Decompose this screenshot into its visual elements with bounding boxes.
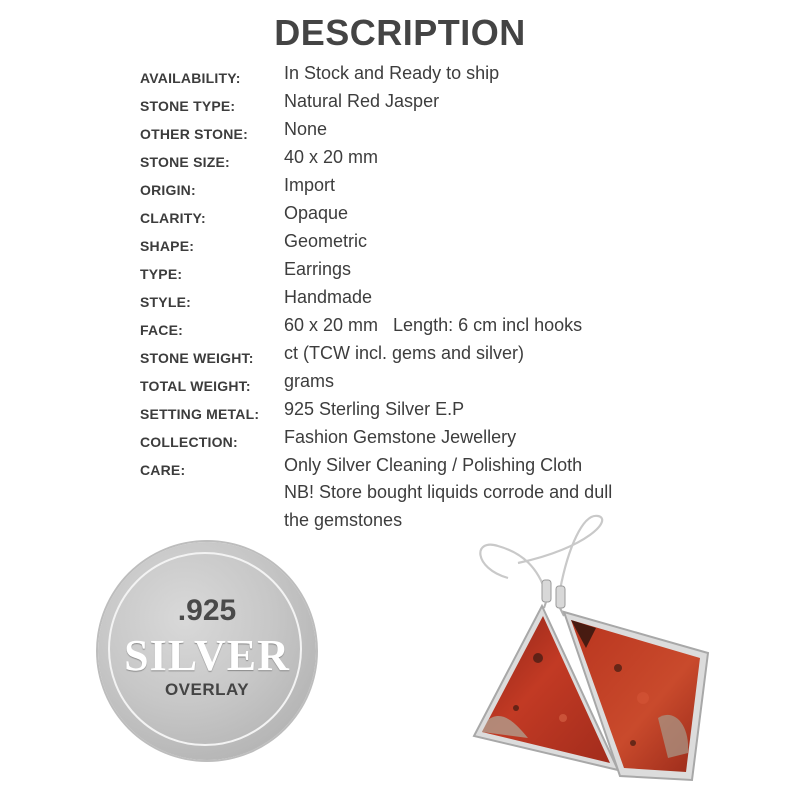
- spec-row-style: [140, 284, 700, 312]
- spec-label: AVAILABILITY:: [140, 70, 241, 86]
- spec-label: CARE:: [140, 462, 186, 478]
- spec-value: ct (TCW incl. gems and silver): [284, 343, 525, 363]
- spec-label: SHAPE:: [140, 238, 195, 254]
- spec-label: STYLE:: [140, 294, 191, 310]
- care-note-line: the gemstones: [284, 510, 403, 530]
- coil-left: [542, 580, 551, 602]
- spec-row-other-stone: [140, 116, 700, 144]
- spec-value: Import: [284, 175, 336, 195]
- badge-purity-text: .925: [177, 594, 237, 627]
- ear-hook-left: [480, 545, 546, 593]
- spec-row-care: [140, 452, 700, 480]
- spec-label: SETTING METAL:: [140, 406, 260, 422]
- badge-silver-text: SILVER: [124, 631, 290, 680]
- ear-hook-right: [518, 516, 602, 590]
- product-photo-earrings: [468, 508, 718, 793]
- spec-value: Geometric: [284, 231, 368, 251]
- spec-label: TOTAL WEIGHT:: [140, 378, 251, 394]
- spec-row-face: [140, 312, 700, 340]
- spec-label: STONE WEIGHT:: [140, 350, 254, 366]
- spec-value: None: [284, 119, 328, 139]
- spec-value: 60 x 20 mm Length: 6 cm incl hooks: [284, 315, 583, 335]
- spec-row-origin: [140, 172, 700, 200]
- spec-row-stone-type: [140, 88, 700, 116]
- spec-row-availability: [140, 60, 700, 88]
- spec-value: grams: [284, 371, 335, 391]
- care-note-line: NB! Store bought liquids corrode and dull: [284, 482, 613, 502]
- spec-label: STONE SIZE:: [140, 154, 230, 170]
- spec-value: In Stock and Ready to ship: [284, 63, 500, 83]
- spec-row-type: [140, 256, 700, 284]
- spec-value: Opaque: [284, 203, 349, 223]
- spec-row-stone-size: [140, 144, 700, 172]
- spec-row-stone-weight: [140, 340, 700, 368]
- page-title: DESCRIPTION: [274, 12, 526, 53]
- spec-value: Earrings: [284, 259, 352, 279]
- spec-row-setting-metal: [140, 396, 700, 424]
- spec-value: 40 x 20 mm: [284, 147, 379, 167]
- spec-label: CLARITY:: [140, 210, 206, 226]
- spec-row-total-weight: [140, 368, 700, 396]
- spec-label: COLLECTION:: [140, 434, 238, 450]
- spec-label: TYPE:: [140, 266, 183, 282]
- spec-value: Fashion Gemstone Jewellery: [284, 427, 517, 447]
- spec-label: OTHER STONE:: [140, 126, 248, 142]
- spec-label: ORIGIN:: [140, 182, 196, 198]
- spec-row-shape: [140, 228, 700, 256]
- spec-row-collection: [140, 424, 700, 452]
- spec-value: 925 Sterling Silver E.P: [284, 399, 465, 419]
- spec-label: FACE:: [140, 322, 183, 338]
- coil-right: [556, 586, 565, 608]
- spec-value: Handmade: [284, 287, 373, 307]
- silver-overlay-badge: [98, 542, 316, 760]
- spec-row-clarity: [140, 200, 700, 228]
- badge-overlay-text: OVERLAY: [164, 680, 250, 699]
- spec-label: STONE TYPE:: [140, 98, 236, 114]
- spec-value: Natural Red Jasper: [284, 91, 440, 111]
- spec-value: Only Silver Cleaning / Polishing Cloth: [284, 455, 583, 475]
